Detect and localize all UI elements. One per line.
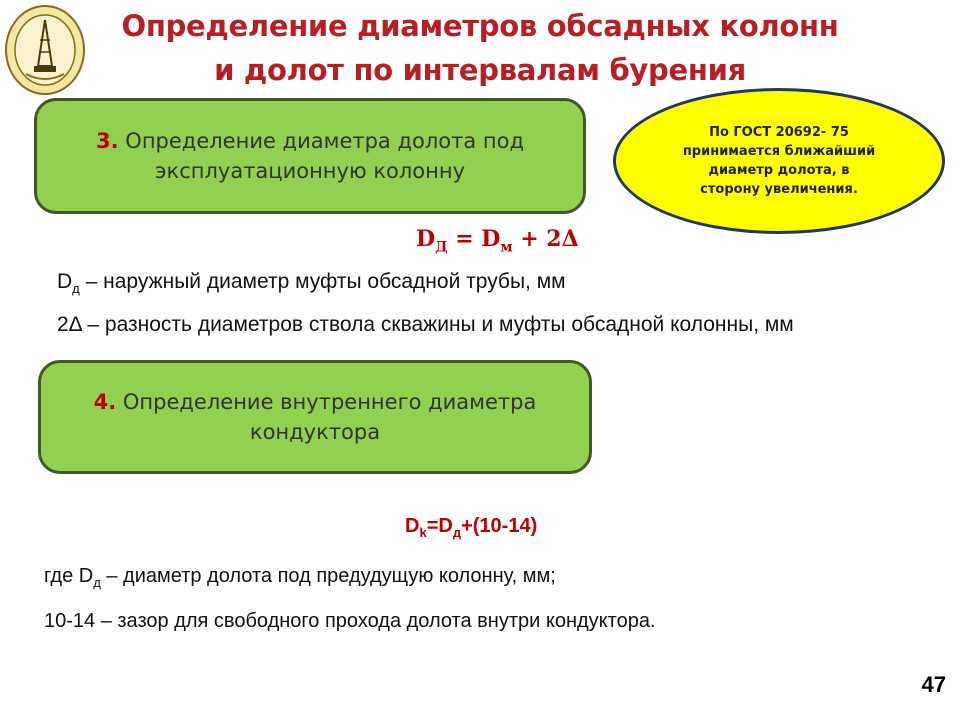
page-number: 47 — [921, 672, 946, 697]
section-number: 3. — [96, 129, 119, 153]
note-line-3: диаметр долота, в — [708, 163, 850, 178]
page-title-line-1: Определение диаметров обсадных колонн — [121, 9, 839, 43]
university-seal-icon — [4, 4, 86, 96]
page-title-line-2: и долот по интервалам бурения — [214, 53, 746, 87]
section-number: 4. — [93, 390, 117, 414]
formula-bit-diameter: $D_Д = D_м + 2\Delta$ — [416, 226, 579, 256]
section-text-line-1: Определение диаметра долота под — [125, 129, 524, 153]
note-line-4: сторону увеличения. — [700, 182, 858, 197]
definition-line-3: где $D_д$ – диаметр долота под предудущую колонну, мм; — [44, 565, 556, 590]
definition-line-4: 10-14 – зазор для свободного прохода долота внутри кондуктора. — [44, 610, 656, 632]
gost-note — [613, 88, 945, 234]
formula-conductor-diameter: $D_k=D_д+(10-14)$ — [405, 515, 538, 540]
note-line-1: По ГОСТ 20692- 75 — [709, 125, 849, 140]
section-text-line-2: кондуктора — [249, 420, 381, 444]
section-box-3 — [34, 98, 586, 214]
definition-line-1: $D_д$ – наружный диаметр муфты обсадной трубы, мм — [57, 270, 566, 297]
section-box-4 — [38, 360, 592, 474]
section-text-line-2: эксплуатационную колонну — [154, 159, 466, 183]
definition-line-2: 2Δ – разность диаметров ствола скважины и муфты обсадной колонны, мм — [57, 313, 794, 336]
note-line-2: принимается ближайший — [682, 144, 876, 159]
section-text-line-1: Определение внутреннего диаметра — [122, 390, 537, 414]
